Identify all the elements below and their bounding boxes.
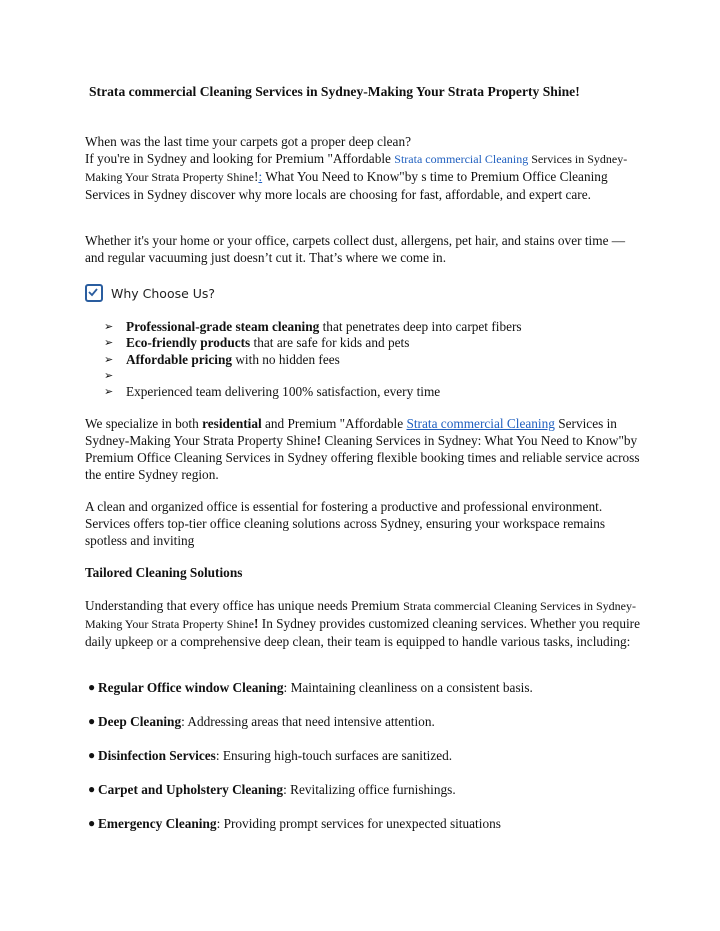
intro-colon-link[interactable]: : — [258, 169, 263, 184]
round-bullet-icon: ● — [88, 748, 96, 762]
p4-text-a: We specialize in both — [85, 416, 203, 431]
intro-text-b: Services in Sydney-Making Your Strata Property Shine — [85, 152, 628, 184]
item-bold: Professional-grade steam cleaning — [126, 319, 320, 334]
tailored-heading: Tailored Cleaning Solutions — [85, 565, 243, 580]
p4-excl: ! — [316, 433, 322, 448]
intro-body — [85, 150, 641, 203]
item-text: that are safe for kids and pets — [250, 335, 410, 351]
item-text: : Revitalizing office furnishings. — [283, 781, 456, 797]
p4-bold: residential — [202, 416, 262, 431]
list-item — [104, 319, 624, 335]
checkbox-check-icon — [85, 284, 103, 302]
why-choose-label: Why Choose Us? — [111, 285, 216, 301]
p4-text-b: and Premium "Affordable — [261, 416, 407, 431]
why-choose-heading — [85, 283, 215, 303]
item-text: that penetrates deep into carpet fibers — [319, 319, 522, 334]
list-item — [88, 747, 648, 764]
item-bold: Disinfection Services — [98, 747, 216, 763]
item-bold: Affordable pricing — [126, 351, 232, 367]
p6-text-b: In Sydney provides customized cleaning services. Whether you require daily upkeep or a comprehensive deep clean, their team is equipped to handle various tasks, including: — [85, 616, 640, 649]
list-item — [104, 384, 624, 400]
item-text: : Ensuring high-touch surfaces are sanitized. — [215, 747, 453, 763]
round-bullet-icon: ● — [88, 816, 96, 830]
item-text: : Addressing areas that need intensive attention. — [181, 713, 435, 729]
p6-text-a: Understanding that every office has unique needs Premium — [85, 598, 404, 613]
arrow-bullet-icon: ➢ — [104, 321, 114, 333]
list-item — [88, 713, 648, 730]
item-bold: Eco-friendly products — [126, 335, 251, 351]
arrow-bullet-icon: ➢ — [104, 353, 114, 366]
list-item — [104, 335, 624, 351]
item-text: with no hidden fees — [232, 351, 340, 367]
intro-text-a: If you're in Sydney and looking for Premium "Affordable — [85, 151, 395, 166]
item-text: Experienced team delivering 100% satisfaction, every time — [126, 384, 441, 400]
item-bold: Carpet and Upholstery Cleaning — [98, 781, 284, 797]
intro-excl: ! — [254, 169, 259, 184]
round-bullet-icon: ● — [88, 714, 96, 728]
specialize-paragraph — [85, 415, 641, 483]
intro-line: When was the last time your carpets got a proper deep clean? — [85, 134, 412, 149]
list-item — [104, 368, 624, 384]
feature-list — [104, 319, 624, 400]
p4-text-d: Cleaning Services in Sydney: What You Need to Know"by Premium Office Cleaning Services in Sydney offering flexible booking times and reliable service across the entire Sydney region. — [85, 433, 640, 482]
item-bold: Regular Office window Cleaning — [98, 679, 284, 695]
intro-text-c: What You Need to Know"by s time to Premium Office Cleaning Services in Sydney discover why more locals are choosing for fast, affordable, and expert care. — [85, 169, 608, 202]
item-bold: Deep Cleaning — [98, 713, 182, 729]
p6-small-text: Strata commercial Cleaning Services in Sydney-Making Your Strata Property Shine — [85, 599, 636, 631]
intro-paragraph — [85, 133, 641, 203]
carpet-paragraph: Whether it's your home or your office, carpets collect dust, allergens, pet hair, and stains over time — and regular vacuuming just doesn’t cut it. That’s where we come in. — [85, 233, 626, 265]
page-title: Strata commercial Cleaning Services in Sydney-Making Your Strata Property Shine! — [89, 84, 580, 99]
arrow-bullet-icon: ➢ — [104, 337, 114, 350]
round-bullet-icon: ● — [88, 782, 96, 796]
list-item — [104, 352, 624, 368]
item-text: : Providing prompt services for unexpected situations — [216, 815, 501, 831]
strata-link[interactable]: Strata commercial Cleaning — [394, 152, 529, 166]
p6-excl: ! — [254, 616, 259, 631]
p4-text-c: Services in Sydney-Making Your Strata Property Shine — [85, 416, 617, 448]
understanding-paragraph — [85, 597, 641, 650]
strata-link-2[interactable]: Strata commercial Cleaning — [406, 416, 555, 431]
office-paragraph: A clean and organized office is essential for fostering a productive and professional environment. Services offers top-tier office cleaning solutions across Sydney, ensuring your workspace remains spotless and inviting — [85, 499, 606, 548]
arrow-bullet-icon: ➢ — [104, 369, 114, 382]
list-item — [88, 679, 648, 696]
list-item — [88, 815, 648, 832]
item-bold: Emergency Cleaning — [98, 815, 217, 831]
list-item — [88, 781, 648, 798]
round-bullet-icon: ● — [88, 680, 96, 694]
item-text: : Maintaining cleanliness on a consistent basis. — [283, 679, 533, 695]
arrow-bullet-icon: ➢ — [104, 386, 114, 399]
